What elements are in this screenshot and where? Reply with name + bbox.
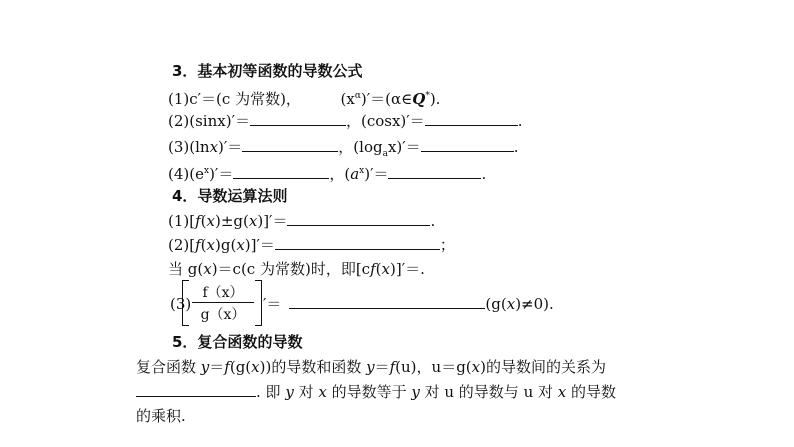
answer-blank bbox=[136, 382, 256, 397]
p1-b: ＝ bbox=[209, 358, 225, 376]
composite-para-line-3: 的乘积. bbox=[136, 407, 186, 425]
formula-line-2 bbox=[168, 111, 522, 131]
p1-x: x bbox=[251, 358, 260, 376]
p2-x2: x bbox=[557, 383, 567, 401]
quotient-cond-a: (g( bbox=[485, 295, 507, 313]
right-bracket bbox=[255, 280, 262, 326]
formula-4-exp: (4)(e bbox=[168, 165, 204, 183]
rule-2-x: x bbox=[206, 236, 215, 254]
quotient-cond-x: x bbox=[506, 295, 516, 313]
formula-3-ln: (3)(ln bbox=[168, 138, 210, 156]
fraction-denominator: g（x） bbox=[200, 307, 246, 323]
rule-note-f: f bbox=[370, 260, 376, 278]
answer-blank bbox=[388, 164, 481, 179]
p2-a: . 即 bbox=[256, 383, 286, 401]
answer-blank bbox=[421, 137, 514, 152]
formula-4-ax-sup: x bbox=[359, 166, 365, 176]
quotient-rule-tail bbox=[263, 294, 554, 314]
rule-note-line bbox=[168, 259, 425, 279]
p2-y: y bbox=[285, 383, 294, 401]
formula-1-star: * bbox=[425, 91, 430, 101]
formula-2-end: . bbox=[517, 112, 523, 130]
formula-line-4 bbox=[168, 161, 486, 184]
rule-line-2 bbox=[168, 235, 455, 255]
rule-1-open: (1)[ bbox=[168, 212, 196, 230]
rule-2-f: f bbox=[195, 236, 201, 254]
p1-f2: f bbox=[389, 358, 396, 376]
answer-blank bbox=[242, 137, 338, 152]
p2-d: 对 u 的导数与 u 对 bbox=[419, 383, 558, 401]
answer-blank bbox=[275, 235, 440, 250]
formula-4-ax-open: ，( bbox=[329, 165, 351, 183]
formula-4-ax-prime: )′＝ bbox=[364, 165, 389, 183]
formula-4-a: a bbox=[350, 165, 360, 183]
rule-note-x: x bbox=[203, 260, 212, 278]
fraction-bar bbox=[192, 302, 254, 303]
p1-g: (u)，u＝g( bbox=[395, 358, 472, 376]
formula-1-power-rest: )′＝(α∈ bbox=[360, 90, 413, 108]
rule-1-paren: ( bbox=[200, 212, 207, 230]
rule-line-1 bbox=[168, 211, 435, 231]
quotient-rule-label: (3) bbox=[170, 295, 192, 313]
p1-c: (g( bbox=[229, 358, 252, 376]
answer-blank bbox=[425, 111, 518, 126]
formula-3-x: x bbox=[209, 138, 219, 156]
composite-para-line-2 bbox=[136, 382, 616, 402]
formula-3-end: . bbox=[513, 138, 519, 156]
rule-1-f: f bbox=[195, 212, 201, 230]
composite-para-line-1 bbox=[136, 357, 606, 377]
p1-d: ))的导数和函数 bbox=[259, 358, 367, 376]
rule-note-d: )]′＝. bbox=[389, 260, 425, 278]
formula-line-3 bbox=[168, 137, 518, 164]
p1-y2: y bbox=[366, 358, 375, 376]
formula-1-const: (1)c′＝(c 为常数)， bbox=[168, 90, 301, 108]
rule-1-x: x bbox=[206, 212, 215, 230]
quotient-prime: ′＝ bbox=[263, 295, 282, 313]
answer-blank bbox=[289, 294, 485, 309]
section-4-heading: 4．导数运算法则 bbox=[172, 187, 288, 205]
formula-4-end: . bbox=[481, 165, 487, 183]
answer-blank bbox=[287, 211, 430, 226]
rule-2-paren: ( bbox=[200, 236, 207, 254]
section-5-heading: 5．复合函数的导数 bbox=[172, 333, 303, 351]
p2-x: x bbox=[318, 383, 327, 401]
rule-note-a: 当 g( bbox=[168, 260, 204, 278]
answer-blank bbox=[233, 164, 329, 179]
p2-b: 对 bbox=[293, 383, 319, 401]
formula-1-end: ). bbox=[429, 90, 441, 108]
formula-1-power-base: (x bbox=[340, 90, 355, 108]
p1-f: f bbox=[224, 358, 230, 376]
p2-e: 的导数 bbox=[566, 383, 617, 401]
rule-2-g: )g( bbox=[215, 236, 237, 254]
left-bracket bbox=[182, 280, 189, 326]
rule-note-b: )＝c(c 为常数)时，即[c bbox=[211, 260, 371, 278]
formula-4-exp-sup: x bbox=[203, 166, 210, 176]
rule-2-open: (2)[ bbox=[168, 236, 196, 254]
formula-4-exp-prime: )′＝ bbox=[209, 165, 234, 183]
formula-1-alpha: α bbox=[354, 91, 361, 101]
rule-note-c: ( bbox=[375, 260, 382, 278]
p1-y: y bbox=[200, 358, 210, 376]
answer-blank bbox=[250, 111, 346, 126]
quotient-cond-b: )≠0). bbox=[515, 295, 554, 313]
rule-1-pm-g: )±g( bbox=[215, 212, 249, 230]
rule-1-prime: )]′＝ bbox=[257, 212, 288, 230]
rational-set-symbol: Q bbox=[412, 90, 426, 108]
formula-3-ln-prime: )′＝ bbox=[218, 138, 243, 156]
rule-1-x2: x bbox=[248, 212, 258, 230]
formula-2-cos: ，(cosx)′＝ bbox=[345, 112, 425, 130]
p1-e: ＝ bbox=[374, 358, 390, 376]
section-3-heading: 3．基本初等函数的导数公式 bbox=[172, 62, 363, 80]
fraction-numerator: f（x） bbox=[202, 285, 244, 301]
p2-c: 的导数等于 bbox=[326, 383, 412, 401]
p1-x2: x bbox=[471, 358, 481, 376]
formula-3-log: ，(log bbox=[338, 138, 383, 156]
rule-2-end: ； bbox=[439, 236, 455, 254]
formula-line-1 bbox=[168, 86, 440, 109]
formula-3-log-base: a bbox=[382, 149, 388, 159]
p1-a: 复合函数 bbox=[136, 358, 201, 376]
rule-2-prime: )]′＝ bbox=[244, 236, 275, 254]
p1-h: )的导数间的关系为 bbox=[480, 358, 606, 376]
p2-y2: y bbox=[411, 383, 420, 401]
rule-note-x2: x bbox=[381, 260, 390, 278]
rule-1-end: . bbox=[430, 212, 436, 230]
formula-2-sin: (2)(sinx)′＝ bbox=[168, 112, 250, 130]
formula-3-log-prime: x)′＝ bbox=[387, 138, 421, 156]
rule-2-x2: x bbox=[236, 236, 245, 254]
